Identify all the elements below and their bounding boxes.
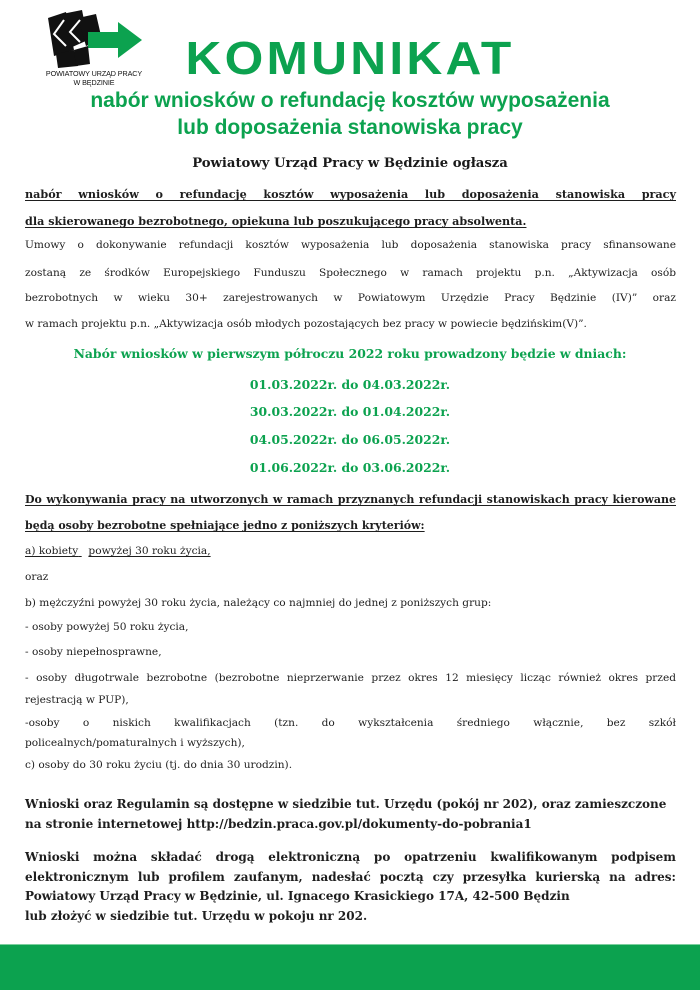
logo-caption-line2: W BĘDZINIE [73,78,115,87]
criterion-b-item: -osoby o niskich kwalifikacjach (tzn. do wykształcenia średniego włącznie, bez szkół [25,717,676,729]
intro-body-line: w ramach projektu p.n. „Aktywizacja osób młodych pozostających bez pracy w powiecie będzińskim(V)”. [25,318,587,330]
page-title: KOMUNIKAT [185,32,515,84]
criterion-b-item: - osoby długotrwale bezrobotne (bezrobotne nieprzerwanie przez okres 12 miesięcy licząc również okres przed [25,672,676,684]
criterion-b: b) mężczyźni powyżej 30 roku życia, należący co najmniej do jednej z poniższych grup: [25,597,492,609]
availability-paragraph [25,794,676,834]
availability-line-2-link[interactable]: na stronie internetowej http://bedzin.praca.gov.pl/dokumenty-do-pobrania1 [25,817,532,831]
pup-logo-arrow-icon [44,10,144,68]
headline-line-2: dla skierowanego bezrobotnego, opiekuna lub poszukującego pracy absolwenta. [25,214,527,228]
criterion-a-label: a) kobiety [25,545,79,557]
criteria-heading-line-1: Do wykonywania pracy na utworzonych w ramach przyznanych refundacji stanowiskach pracy kierowane [25,493,676,506]
schedule-date: 04.05.2022r. do 06.05.2022r. [249,432,451,447]
criterion-a [25,545,676,557]
headline-line-1: nabór wniosków o refundację kosztów wyposażenia lub doposażenia stanowiska pracy [25,187,676,201]
criterion-c: c) osoby do 30 roku życiu (tj. do dnia 30 urodzin). [25,759,293,771]
subtitle-line-2: lub doposażenia stanowiska pracy [177,116,523,139]
submission-line-1: Wnioski można składać drogą elektroniczną po opatrzeniu kwalifikowanym podpisem [25,850,676,864]
criteria-conjunction: oraz [25,571,49,583]
submission-paragraph [25,848,676,926]
office-logo [38,10,150,92]
criteria-heading-line-2: będą osoby bezrobotne spełniające jedno z poniższych kryteriów: [25,519,425,532]
submission-line-4: lub złożyć w siedzibie tut. Urzędu w pokoju nr 202. [25,908,368,923]
intro-body-line: zostaną ze środków Europejskiego Funduszu Społecznego w ramach projektu p.n. „Aktywizacja osób [25,267,676,279]
footer-green-bar [0,944,700,990]
intro-body-line: bezrobotnych w wieku 30+ zarejestrowanych w Powiatowym Urzędzie Pracy Będzinie (IV)” oraz [25,292,676,304]
criterion-b-item-continued: policealnych/pomaturalnych i wyższych), [25,737,245,749]
schedule-heading: Nabór wniosków w pierwszym półroczu 2022 roku prowadzony będzie w dniach: [73,346,627,361]
logo-caption-line1: POWIATOWY URZĄD PRACY [45,69,143,78]
intro-body-line: Umowy o dokonywanie refundacji kosztów wyposażenia lub doposażenia stanowiska pracy sfinansowane [25,239,676,251]
schedule-date: 30.03.2022r. do 01.04.2022r. [249,404,451,419]
availability-line-1: Wnioski oraz Regulamin są dostępne w siedzibie tut. Urzędu (pokój nr 202), oraz zamieszczone [25,797,667,811]
submission-address: Powiatowy Urząd Pracy w Będzinie, ul. Ignacego Krasickiego 17A, 42-500 Będzin [25,889,570,903]
submission-line-2: elektronicznym lub profilem zaufanym, nadesłać pocztą czy przesyłka kurierską na adres: [25,869,676,884]
criterion-b-item-continued: rejestracją w PUP), [25,694,129,706]
schedule-date: 01.06.2022r. do 03.06.2022r. [249,460,451,475]
announcement-heading: Powiatowy Urząd Pracy w Będzinie ogłasza [192,156,508,171]
schedule-date: 01.03.2022r. do 04.03.2022r. [249,377,451,392]
criterion-a-text: powyżej 30 roku życia, [88,545,211,557]
logo-caption [38,69,150,87]
criterion-b-item: - osoby niepełnosprawne, [25,646,162,658]
subtitle-line-1: nabór wniosków o refundację kosztów wyposażenia [90,89,610,112]
criterion-b-item: - osoby powyżej 50 roku życia, [25,621,189,633]
